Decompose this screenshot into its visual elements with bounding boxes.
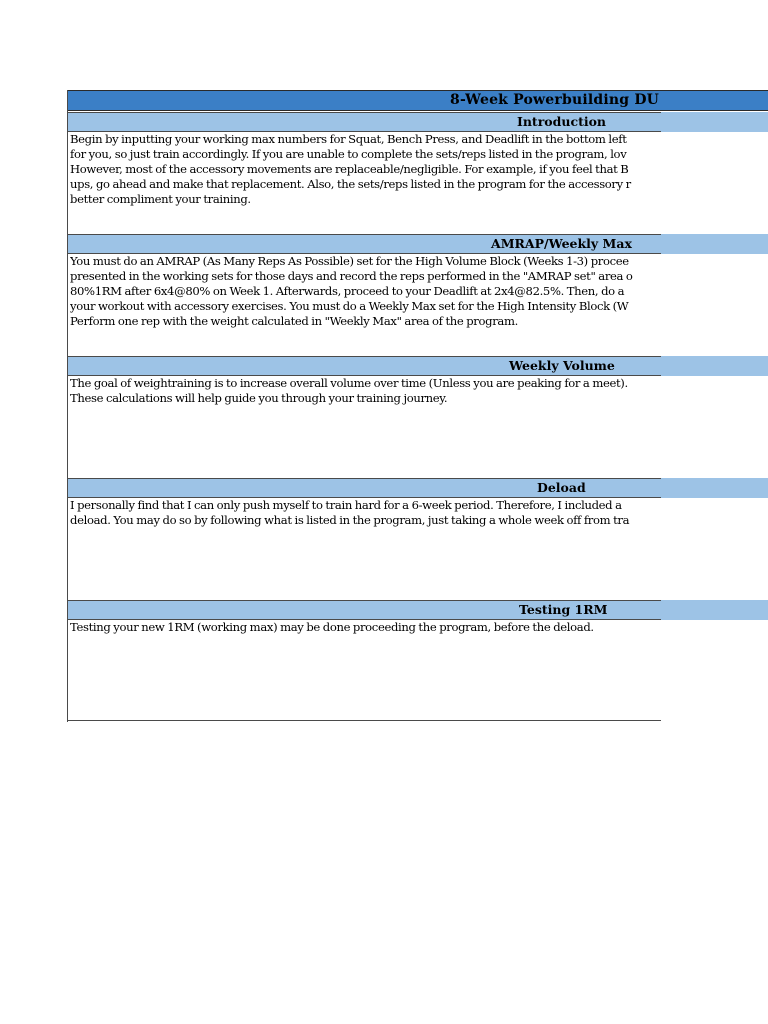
section-header-introduction — [68, 112, 661, 132]
header-fill-extension — [661, 234, 768, 254]
section-body-testing-1rm — [70, 620, 661, 635]
text-line: Begin by inputting your working max numbers for Squat, Bench Press, and Deadlift in the bottom left — [70, 132, 627, 146]
section-header-weekly-volume — [68, 356, 661, 376]
text-line: These calculations will help guide you through your training journey. — [70, 391, 448, 405]
text-line: presented in the working sets for those days and record the reps performed in the "AMRAP set" area o — [70, 269, 633, 283]
text-line: However, most of the accessory movements are replaceable/negligible. For example, if you feel that B — [70, 162, 629, 176]
title-bar — [68, 90, 768, 111]
text-line: 80%1RM after 6x4@80% on Week 1. Afterwards, proceed to your Deadlift at 2x4@82.5%. Then, do a — [70, 284, 625, 298]
text-line: The goal of weightraining is to increase overall volume over time (Unless you are peaking for a meet). — [70, 376, 628, 390]
text-line: Testing your new 1RM (working max) may be done proceeding the program, before the deload. — [70, 620, 594, 634]
text-line: Perform one rep with the weight calculated in "Weekly Max" area of the program. — [70, 314, 518, 328]
text-line: You must do an AMRAP (As Many Reps As Possible) set for the High Volume Block (Weeks 1-3) procee — [70, 254, 629, 268]
sheet-title: 8-Week Powerbuilding DU — [450, 92, 660, 108]
spreadsheet-page — [67, 90, 768, 722]
text-line: your workout with accessory exercises. You must do a Weekly Max set for the High Intensity Block (W — [70, 299, 629, 313]
section-heading: Testing 1RM — [519, 602, 608, 617]
section-header-amrap-weekly-max — [68, 234, 661, 254]
section-heading: AMRAP/Weekly Max — [491, 236, 632, 251]
bottom-border — [68, 720, 661, 721]
text-line: I personally find that I can only push myself to train hard for a 6-week period. Therefore, I included a — [70, 498, 622, 512]
header-fill-extension — [661, 356, 768, 376]
header-fill-extension — [661, 478, 768, 498]
header-fill-extension — [661, 112, 768, 132]
section-header-testing-1rm — [68, 600, 661, 620]
section-body-amrap-weekly-max — [70, 254, 661, 329]
section-header-deload — [68, 478, 661, 498]
section-body-deload — [70, 498, 661, 528]
section-heading: Weekly Volume — [509, 358, 615, 373]
section-body-weekly-volume — [70, 376, 661, 406]
text-line: deload. You may do so by following what is listed in the program, just taking a whole week off from tra — [70, 513, 630, 527]
text-line: better compliment your training. — [70, 192, 251, 206]
section-heading: Deload — [537, 480, 586, 495]
section-heading: Introduction — [517, 114, 607, 129]
header-fill-extension — [661, 600, 768, 620]
section-body-introduction — [70, 132, 661, 207]
text-line: for you, so just train accordingly. If you are unable to complete the sets/reps listed in the program, lov — [70, 147, 627, 161]
text-line: ups, go ahead and make that replacement. Also, the sets/reps listed in the program for the accessory r — [70, 177, 631, 191]
